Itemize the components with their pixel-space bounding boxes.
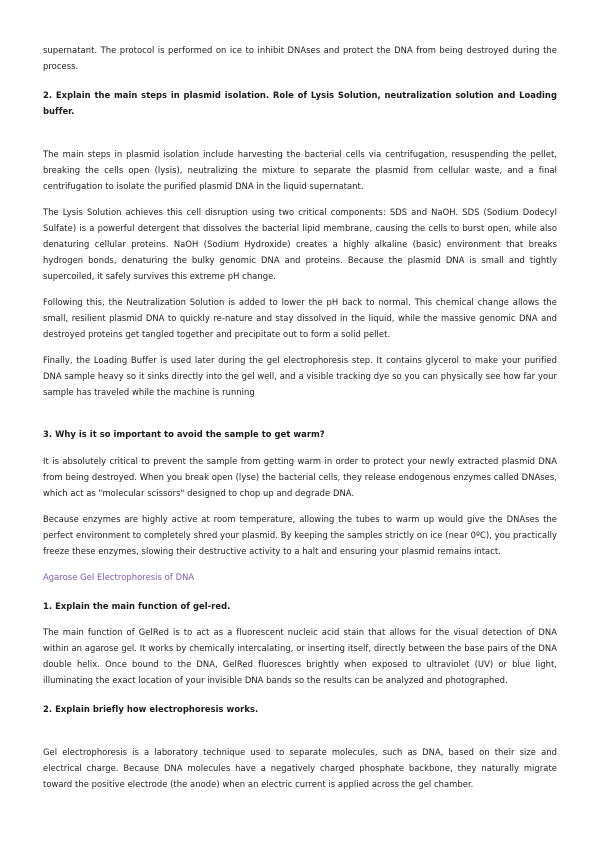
gel-answer-1-paragraph: The main function of GelRed is to act as a fluorescent nucleic acid stain that allows for the visual detection of DNA within an agarose gel. It works by chemically intercalating, or inserting itself, directly between the base pairs of the DNA double helix. Once bound to the DNA, GelRed fluoresces brightly when exposed to ultraviolet (UV) or blue light, illuminating the exact location of your invisible DNA bands so the results can be analyzed and photographed. — [43, 627, 557, 685]
document-page — [43, 42, 557, 792]
answer-2-paragraph-3: Following this, the Neutralization Solution is added to lower the pH back to normal. This chemical change allows the small, resilient plasmid DNA to quickly re-nature and stay dissolved in the liquid, while the massive genomic DNA and destroyed proteins get tangled together and precipitate out to form a solid pellet. — [43, 297, 557, 339]
section-title: Agarose Gel Electrophoresis of DNA — [43, 572, 195, 582]
question-3-heading: 3. Why is it so important to avoid the sample to get warm? — [43, 429, 325, 439]
gel-answer-2-paragraph: Gel electrophoresis is a laboratory technique used to separate molecules, such as DNA, based on their size and electrical charge. Because DNA molecules have a negatively charged phosphate backbone, they naturally migrate toward the positive electrode (the anode) when an electric current is applied across the gel chamber. — [43, 747, 557, 789]
answer-2-paragraph-1: The main steps in plasmid isolation include harvesting the bacterial cells via centrifugation, resuspending the pellet, breaking the cells open (lysis), neutralizing the mixture to separate the plasmid from cellular waste, and a final centrifugation to isolate the purified plasmid DNA in the liquid supernatant. — [43, 149, 557, 191]
question-2-heading: 2. Explain the main steps in plasmid isolation. Role of Lysis Solution, neutralization solution and Loading buffer. — [43, 90, 557, 116]
intro-tail-paragraph: supernatant. The protocol is performed on ice to inhibit DNAses and protect the DNA from being destroyed during the process. — [43, 45, 557, 71]
gel-question-1-heading: 1. Explain the main function of gel-red. — [43, 601, 231, 611]
answer-2-paragraph-2: The Lysis Solution achieves this cell disruption using two critical components: SDS and NaOH. SDS (Sodium Dodecyl Sulfate) is a powerful detergent that dissolves the bacterial lipid membrane, causing the cells to burst open, while also denaturing cellular proteins. NaOH (Sodium Hydroxide) creates a highly alkaline (basic) environment that breaks hydrogen bonds, denaturing the bulky genomic DNA and proteins. Because the plasmid DNA is small and tightly supercoiled, it safely survives this extreme pH change. — [43, 207, 557, 281]
answer-3-paragraph-2: Because enzymes are highly active at room temperature, allowing the tubes to warm up would give the DNAses the perfect environment to completely shred your plasmid. By keeping the samples strictly on ice (near 0ºC), you practically freeze these enzymes, slowing their destructive activity to a halt and ensuring your plasmid remains intact. — [43, 514, 557, 556]
gel-question-2-heading: 2. Explain briefly how electrophoresis works. — [43, 704, 259, 714]
answer-2-paragraph-4: Finally, the Loading Buffer is used later during the gel electrophoresis step. It contains glycerol to make your purified DNA sample heavy so it sinks directly into the gel well, and a visible tracking dye so you can physically see how far your sample has traveled while the machine is running — [43, 355, 557, 397]
answer-3-paragraph-1: It is absolutely critical to prevent the sample from getting warm in order to protect your newly extracted plasmid DNA from being destroyed. When you break open (lyse) the bacterial cells, they release endogenous enzymes called DNAses, which act as "molecular scissors" designed to chop up and degrade DNA. — [43, 456, 557, 498]
